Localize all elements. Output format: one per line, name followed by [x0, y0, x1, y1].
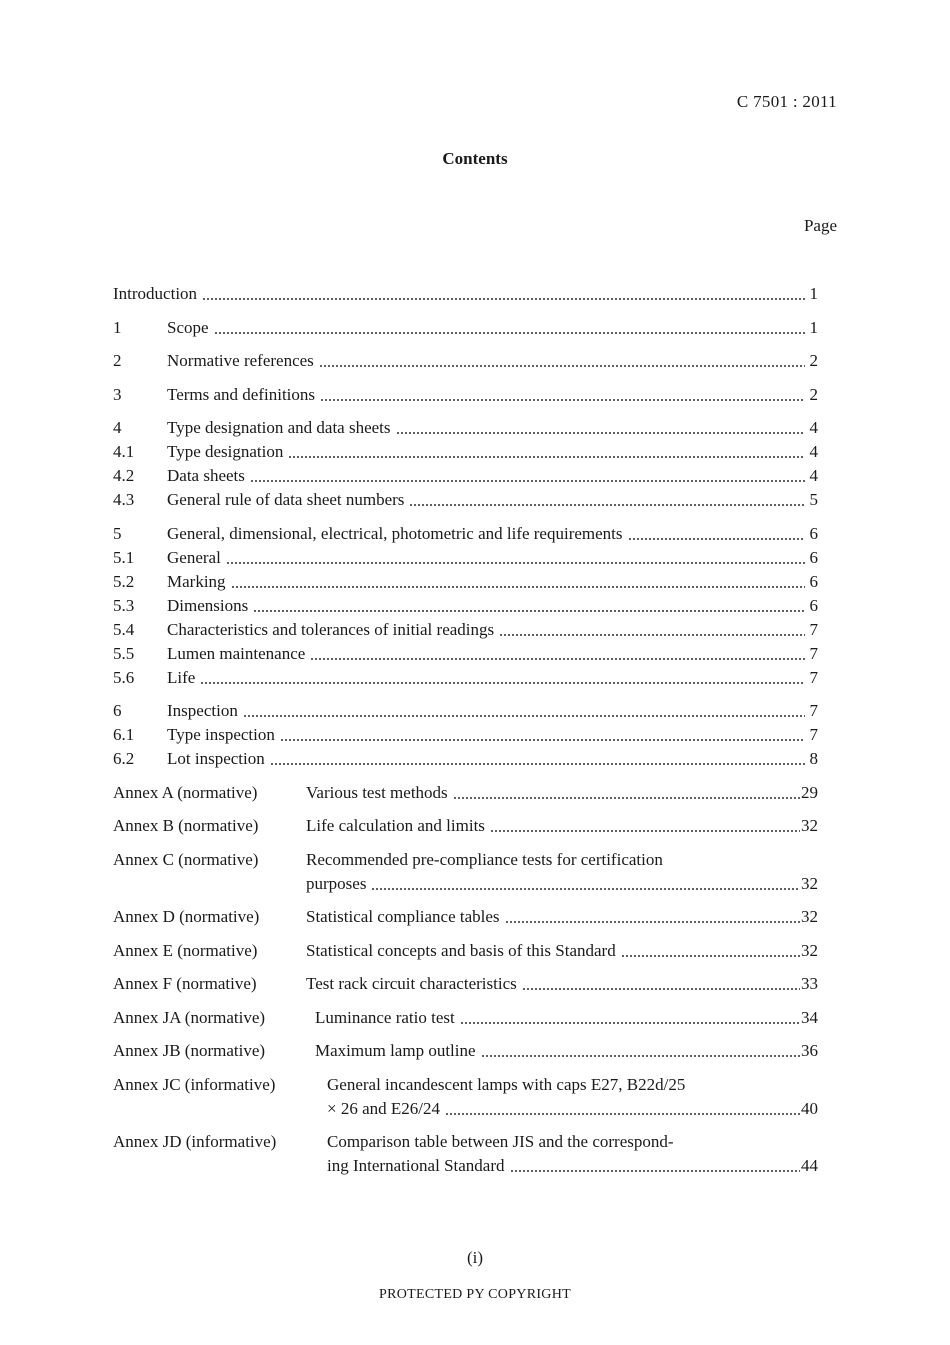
toc-entry[interactable]	[113, 464, 818, 488]
toc-entry[interactable]	[113, 666, 818, 690]
copyright-notice: PROTECTED PY COPYRIGHT	[379, 1287, 571, 1302]
toc-entry[interactable]	[113, 349, 818, 373]
toc-annex-entry[interactable]	[113, 972, 818, 996]
toc-entry[interactable]	[113, 594, 818, 618]
toc-entry[interactable]	[113, 618, 818, 642]
toc-entry-text: Type inspection	[167, 725, 275, 744]
annex-title: Test rack circuit characteristics	[306, 974, 517, 993]
document-id: C 7501 : 2011	[736, 92, 837, 111]
toc-annex-entry[interactable]	[113, 1073, 818, 1097]
annex-title: General incandescent lamps with caps E27, B22d/25	[327, 1074, 686, 1094]
toc-entry-text: Data sheets	[167, 466, 245, 485]
toc-entry-page: 1	[809, 317, 818, 337]
toc-entry-number: 5.1	[113, 547, 135, 567]
annex-title: Life calculation and limits	[306, 816, 485, 835]
leader-dots	[231, 570, 805, 594]
toc-entry-page: 4	[809, 418, 818, 437]
annex-title: Maximum lamp outline	[315, 1041, 476, 1060]
toc-entry-page: 4	[809, 466, 818, 485]
toc-annex-entry[interactable]	[113, 939, 818, 963]
toc-entry-page: 8	[809, 749, 818, 768]
toc-entry[interactable]	[113, 316, 818, 340]
toc-annex-entry[interactable]	[113, 848, 818, 872]
leader-dots	[250, 464, 805, 488]
toc-entry-number: 3	[113, 384, 122, 404]
annex-label: Annex C (normative)	[113, 849, 259, 869]
toc-annex-entry-continuation[interactable]	[113, 1154, 818, 1178]
annex-label: Annex JB (normative)	[113, 1041, 266, 1060]
toc-entry-page: 2	[809, 351, 818, 370]
leader-dots	[310, 642, 804, 666]
toc-entry-text: General, dimensional, electrical, photometric and life requirements	[167, 523, 623, 543]
leader-dots	[214, 316, 805, 340]
annex-title: Recommended pre-compliance tests for certification	[306, 849, 663, 869]
leader-dots	[253, 594, 804, 618]
toc-entry-text: General	[167, 547, 221, 567]
toc-entry[interactable]	[113, 570, 818, 594]
annex-page: 36	[801, 1041, 818, 1060]
toc-entry[interactable]	[113, 642, 818, 666]
leader-dots	[270, 747, 805, 771]
toc-annex-entry[interactable]	[113, 1006, 818, 1030]
toc-annex-entry-continuation[interactable]	[113, 872, 818, 896]
leader-dots	[226, 546, 805, 570]
annex-page: 32	[801, 907, 818, 926]
leader-dots	[371, 872, 800, 896]
footer-page-number: (i)	[466, 1248, 484, 1267]
annex-label: Annex F (normative)	[113, 974, 257, 993]
leader-dots	[460, 1006, 800, 1030]
annex-title: Statistical compliance tables	[306, 907, 500, 926]
leader-dots	[319, 349, 805, 373]
annex-title: Comparison table between JIS and the correspond-	[327, 1132, 674, 1151]
annex-label: Annex JC (informative)	[113, 1074, 276, 1094]
annex-label: Annex E (normative)	[113, 940, 258, 960]
leader-dots	[320, 383, 804, 407]
toc-entry[interactable]	[113, 546, 818, 570]
toc-entry-number: 6	[113, 701, 122, 720]
leader-dots	[200, 666, 804, 690]
leader-dots	[522, 972, 800, 996]
toc-entry-text: Life	[167, 667, 196, 687]
annex-page: 34	[801, 1007, 818, 1027]
toc-entry-number: 2	[113, 351, 122, 370]
annex-title: Various test methods	[306, 782, 448, 802]
annex-title-continuation: × 26 and E26/24	[327, 1098, 440, 1118]
leader-dots	[445, 1097, 800, 1121]
toc-entry-number: 5.2	[113, 571, 135, 591]
annex-page: 40	[801, 1098, 818, 1118]
toc-entry-number: 5.6	[113, 667, 135, 687]
toc-entry-page: 7	[809, 701, 818, 720]
annex-label: Annex A (normative)	[113, 782, 258, 802]
toc-entry-number: 5.3	[113, 595, 135, 615]
toc-entry-page: 6	[809, 571, 818, 591]
leader-dots	[202, 282, 804, 306]
leader-dots	[510, 1154, 800, 1178]
leader-dots	[396, 416, 805, 440]
toc-entry-number: 4.2	[113, 466, 135, 485]
toc-annex-entry[interactable]	[113, 1039, 818, 1063]
annex-page: 33	[801, 974, 818, 993]
toc-entry-page: 6	[809, 523, 818, 543]
toc-entry-page: 7	[809, 667, 818, 687]
annex-label: Annex JA (normative)	[113, 1007, 266, 1027]
toc-annex-entry[interactable]	[113, 814, 818, 838]
toc-entry-text: Inspection	[167, 701, 238, 720]
toc-entry-introduction[interactable]	[113, 282, 818, 306]
leader-dots	[621, 939, 800, 963]
annex-label: Annex B (normative)	[113, 816, 259, 835]
toc-annex-entry[interactable]	[113, 1130, 818, 1154]
toc-entry-text: Marking	[167, 571, 226, 591]
toc-entry-number: 5.5	[113, 643, 135, 663]
annex-title: Statistical concepts and basis of this Standard	[306, 940, 616, 960]
table-of-contents	[113, 282, 818, 1178]
toc-annex-entry[interactable]	[113, 781, 818, 805]
annex-label: Annex JD (informative)	[113, 1132, 277, 1151]
annex-page: 32	[801, 940, 818, 960]
toc-entry-text: Terms and definitions	[167, 384, 316, 404]
toc-entry-text: Introduction	[113, 284, 198, 303]
annex-page: 44	[801, 1156, 818, 1175]
toc-entry-number: 5	[113, 523, 122, 543]
toc-entry-number: 5.4	[113, 619, 135, 639]
page-title: Contents	[442, 149, 508, 168]
toc-entry-number: 4.3	[113, 490, 135, 509]
toc-entry-page: 6	[809, 547, 818, 567]
toc-entry[interactable]	[113, 699, 818, 723]
toc-entry-page: 7	[809, 619, 818, 639]
toc-entry-text: Lot inspection	[167, 749, 265, 768]
annex-page: 32	[801, 873, 818, 893]
toc-entry-number: 4.1	[113, 442, 135, 461]
toc-entry[interactable]	[113, 488, 818, 512]
toc-entry-text: Characteristics and tolerances of initial readings	[167, 619, 495, 639]
toc-entry-text: Type designation and data sheets	[167, 418, 391, 437]
toc-annex-entry-continuation[interactable]	[113, 1097, 818, 1121]
toc-annex-entry[interactable]	[113, 905, 818, 929]
toc-entry-page: 7	[809, 643, 818, 663]
toc-entry-text: General rule of data sheet numbers	[167, 490, 405, 509]
toc-entry-page: 5	[809, 490, 818, 509]
toc-entry-page: 1	[809, 284, 818, 303]
toc-entry-number: 4	[113, 418, 122, 437]
page-column-label: Page	[803, 216, 837, 235]
toc-entry-page: 4	[809, 442, 818, 461]
toc-entry[interactable]	[113, 522, 818, 546]
leader-dots	[505, 905, 800, 929]
toc-entry-number: 1	[113, 317, 122, 337]
toc-entry-text: Dimensions	[167, 595, 249, 615]
annex-title: Luminance ratio test	[315, 1007, 455, 1027]
leader-dots	[453, 781, 800, 805]
leader-dots	[243, 699, 805, 723]
annex-page: 29	[801, 782, 818, 802]
toc-entry-text: Type designation	[167, 442, 284, 461]
toc-entry-page: 7	[809, 725, 818, 744]
toc-entry[interactable]	[113, 383, 818, 407]
toc-entry-text: Normative references	[167, 351, 314, 370]
toc-entry-text: Lumen maintenance	[167, 643, 306, 663]
leader-dots	[490, 814, 800, 838]
leader-dots	[481, 1039, 800, 1063]
toc-entry-number: 6.1	[113, 725, 135, 744]
toc-entry-page: 2	[809, 384, 818, 404]
leader-dots	[409, 488, 804, 512]
toc-entry[interactable]	[113, 440, 818, 464]
toc-entry[interactable]	[113, 747, 818, 771]
toc-entry[interactable]	[113, 416, 818, 440]
annex-page: 32	[801, 816, 818, 835]
toc-entry-page: 6	[809, 595, 818, 615]
toc-entry-number: 6.2	[113, 749, 135, 768]
toc-entry[interactable]	[113, 723, 818, 747]
annex-label: Annex D (normative)	[113, 907, 260, 926]
toc-entry-text: Scope	[167, 317, 209, 337]
annex-title-continuation: ing International Standard	[327, 1156, 505, 1175]
leader-dots	[280, 723, 805, 747]
annex-title-continuation: purposes	[306, 873, 367, 893]
leader-dots	[499, 618, 804, 642]
leader-dots	[628, 522, 805, 546]
leader-dots	[288, 440, 804, 464]
